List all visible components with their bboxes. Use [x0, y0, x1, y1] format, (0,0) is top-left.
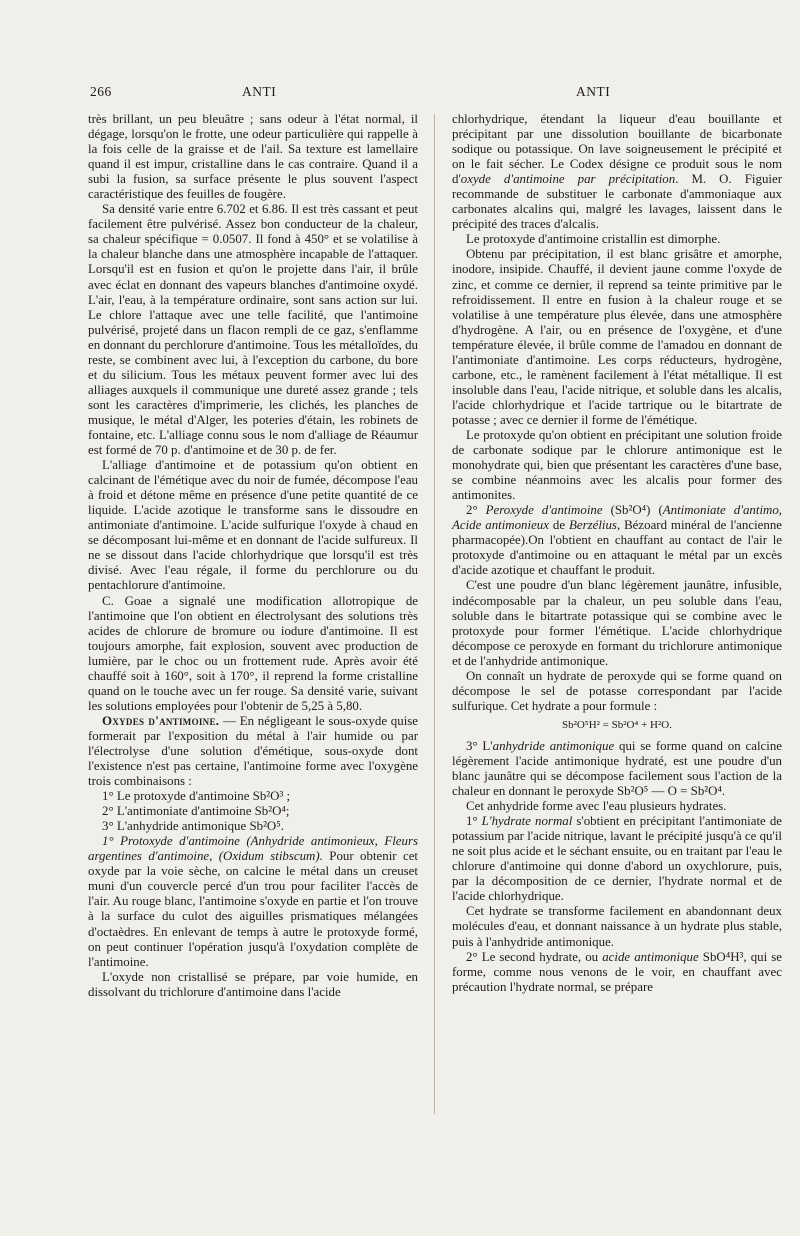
- italic-run: Peroxyde d'antimoine: [485, 503, 603, 518]
- paragraph: [452, 112, 782, 232]
- paragraph-acide: [452, 950, 782, 995]
- text-run: . M. O. Figuier recommande de substituer le carbonate d'ammoniaque aux carbonates alcalins qui, malgré les lavages, laissent dans le précipité des traces d'alcalis.: [452, 172, 782, 232]
- text-run: s'obtient en précipitant l'antimoniate de potassium par l'acide nitrique, lavant le précipité jusqu'à ce qu'il ne soit plus acide et le séchant ensuite, ou en traitant par l'eau le chlorure d'antimoine qui donne d'abord un oxychlorure, puis, par la décomposition de ce dernier, l'hydrate normal et de l'acide chlorhydrique.: [452, 814, 782, 904]
- paragraph: C. Goae a signalé une modification allotropique de l'antimoine que l'on obtient en électrolysant des solutions très acides de chlorure de bromure ou iodure d'antimoine. Il est toujours amorphe, fait explosion, souvent avec production de lumière, par le choc ou un frottement rude. Après avoir été chauffé soit à 160°, soit à 170°, il reprend la forme cristalline quand on le touche avec un fer rouge. Sa densité varie, suivant les solutions employées pour l'obtenir de 5,25 à 5,80.: [88, 593, 418, 713]
- text-run: 2° Le second hydrate, ou: [466, 949, 603, 964]
- italic-run: L'hydrate normal: [481, 814, 573, 829]
- italic-run: anhydride antimonique: [492, 738, 615, 753]
- italic-run: oxyde d'antimoine par précipitation: [460, 172, 676, 187]
- left-column: [88, 112, 418, 1000]
- text-run: qui se forme quand on calcine légèrement l'acide antimonique hydraté, est une poudre d'un blanc jaunâtre qui se décompose facilement sous l'action de la chaleur en donnant le peroxyde Sb²O⁵ — O = Sb²O⁴.: [452, 738, 782, 799]
- running-head-right: ANTI: [576, 84, 611, 99]
- paragraph: Le protoxyde d'antimoine cristallin est dimorphe.: [466, 232, 721, 247]
- paragraph-text: — En négligeant le sous-oxyde quise formerait par l'exposition du métal à l'air humide ou par l'électrolyse d'une solution d'émétique, sous-oxyde dont l'existence n'est pas certaine, l'antimoine forme avec l'oxygène trois combinaisons :: [88, 713, 419, 789]
- paragraph: L'alliage d'antimoine et de potassium qu'on obtient en calcinant de l'émétique avec du noir de fumée, décompose l'eau à froid et détone même en présence d'une petite quantité de ce liquide. L'acide azotique le transforme sans le dissoudre en antimoniate d'antimoine. L'acide sulfurique l'oxyde à chaud en se décomposant lui-même et en donnant de l'acide sulfureux. Il ne se dissout dans l'acide chlorhydrique que lorsqu'il est très divisé. Avec l'eau régale, il forme du perchlorure ou du pentachlorure d'antimoine.: [88, 458, 418, 593]
- list-item: 2° L'antimoniate d'antimoine Sb²O⁴;: [102, 804, 290, 819]
- paragraph: On connaît un hydrate de peroxyde qui se forme quand on décompose le sel de potasse correspondant par l'acide sulfurique. Cet hydrate a pour formule :: [452, 668, 782, 713]
- italic-run: acide antimonique: [602, 949, 699, 964]
- section-heading: Oxydes d'antimoine.: [102, 713, 220, 728]
- paragraph-oxydes: [88, 714, 418, 789]
- paragraph: Cet hydrate se transforme facilement en abandonnant deux molécules d'eau, et donnant naissance à un hydrate plus stable, puis à l'anhydride antimonique.: [452, 904, 782, 949]
- list-item: 3° L'anhydride antimonique Sb²O⁵.: [102, 819, 284, 834]
- page-number: 266: [90, 84, 112, 99]
- text-run: de: [548, 518, 569, 533]
- text-run: 3° L': [466, 738, 493, 753]
- right-column: [452, 112, 782, 995]
- paragraph: L'oxyde non cristallisé se prépare, par voie humide, en dissolvant du trichlorure d'antimoine dans l'acide: [88, 969, 418, 999]
- italic-run: Berzélius: [568, 518, 617, 533]
- paragraph: Le protoxyde qu'on obtient en précipitant une solution froide de carbonate sodique par le chlorure antimonique est le monohydrate qui, bien que présentant les caractères d'une base, se combine néanmoins avec les alcalis pour former des antimonites.: [452, 427, 782, 503]
- paragraph: Cet anhydride forme avec l'eau plusieurs hydrates.: [466, 799, 727, 814]
- text-run: 2°: [466, 503, 486, 518]
- text-run: , Bézoard minéral de l'ancienne pharmacopée).On l'obtient en chauffant au contact de l'air le protoxyde d'antimoine ou en attaquant le métal par un excès d'acide azotique et chauffant le produit.: [452, 518, 782, 578]
- text-run: 1°: [466, 814, 482, 829]
- paragraph-peroxyde: [452, 503, 782, 578]
- text-run: (Sb²O⁴) (: [602, 503, 663, 518]
- paragraph-protoxyde: [88, 834, 418, 969]
- paragraph: très brillant, un peu bleuâtre ; sans odeur à l'état normal, il dégage, lorsqu'on le frotte, une odeur particulière qui rappelle à la fois celle de la graisse et de l'ail. Sa texture est lamellaire quand il est impur, cristalline dans le cas contraire. Quand il a subi la fusion, sa surface présente le plus souvent l'aspect caractéristique des feuilles de fougère.: [88, 112, 418, 202]
- column-divider: [434, 114, 435, 1114]
- text-run: chlorhydrique, étendant la liqueur d'eau bouillante et précipitant par une dissolution bouillante de bicarbonate sodique ou potassique. On lave soigneusement le précipité et on le fait sécher. Le Codex désigne ce produit sous le nom d': [452, 112, 782, 187]
- paragraph-anhydride: [452, 739, 782, 799]
- page-header: [90, 84, 716, 108]
- italic-heading: 1° Protoxyde d'antimoine (Anhydride antimonieux, Fleurs argentines d'antimoine, (Oxidum stibscum).: [88, 834, 418, 864]
- paragraph: Sa densité varie entre 6.702 et 6.86. Il est très cassant et peut facilement être pulvérisé. Assez bon conducteur de la chaleur, sa chaleur spécifique = 0.0507. Il fond à 450° et se volatilise à la chaleur blanche dans une atmosphère incapable de l'attaquer. Lorsqu'il est en fusion et qu'on le projette dans l'air, il brûle avec éclat en donnant des vapeurs blanches d'antimoine oxydé. L'air, l'eau, à la température ordinaire, sont sans action sur lui. Le chlore l'attaque avec une telle facilité, que l'antimoine pulvérisé, projeté dans un flacon rempli de ce gaz, s'enflamme en donnant du perchlorure d'antimoine. Tous les métalloïdes, du reste, se combinent avec lui, à l'exception du carbone, du bore et du silicium. Tous les métaux peuvent former avec lui des alliages auxquels il communique une dureté assez grande ; tels sont les caractères d'imprimerie, les clichés, les planches de musique, le métal d'Alger, les poteries d'étain, les robinets de fontaine, etc. L'alliage connu sous le nom d'alliage de Réaumur est formé de 70 p. d'antimoine et de 30 p. de fer.: [88, 202, 418, 458]
- text-run: SbO⁴H³, qui se forme, comme nous venons de le voir, en chauffant avec précaution l'hydrate normal, se prépare: [452, 949, 783, 994]
- paragraph-text: Pour obtenir cet oxyde par la voie sèche, on calcine le métal dans un creuset muni d'un couvercle percé d'un trou pour faciliter l'accès de l'air. Au rouge blanc, l'antimoine s'oxyde en partie et l'on trouve à la surface du culot des aiguilles prismatiques mélangées d'octaèdres. En enlevant de temps à autre le protoxyde formé, on peut continuer l'opération jusqu'à l'oxydation complète de l'antimoine.: [88, 849, 419, 969]
- paragraph-hydrate: [452, 814, 782, 904]
- paragraph: Obtenu par précipitation, il est blanc grisâtre et amorphe, inodore, insipide. Chauffé, il devient jaune comme l'oxyde de zinc, et comme ce dernier, il reprend sa teinte primitive par le refroidissement. Il entre en fusion à la chaleur rouge et se volatilise à une température plus élevée, dans une atmosphère d'hydrogène. A l'air, ou en présence de l'oxygène, et d'une température élevée, il brûle comme de l'amadou en donnant de l'antimoniate d'antimoine. Les corps réducteurs, hydrogène, carbone, etc., le ramènent facilement à l'état métallique. Il est insoluble dans l'eau, l'acide nitrique, et soluble dans les alcalis, l'acide chlorhydrique et l'acide tartrique ou le bitartrate de potasse ; avec ce dernier il forme de l'émétique.: [452, 247, 782, 427]
- chemical-formula: Sb²O⁵H² = Sb²O⁴ + H²O.: [562, 718, 672, 731]
- running-head-left: ANTI: [242, 84, 277, 99]
- paragraph: C'est une poudre d'un blanc légèrement jaunâtre, infusible, indécomposable par la chaleur, un peu soluble dans l'eau, soluble dans le bitartrate potassique qui se combine avec le protoxyde pour former l'émétique. L'acide chlorhydrique décompose ce peroxyde en formant du trichlorure antimonique et de l'anhydride antimonique.: [452, 578, 782, 668]
- italic-run: Antimoniate d'antimo, Acide antimonieux: [452, 503, 783, 533]
- list-item: 1° Le protoxyde d'antimoine Sb²O³ ;: [102, 789, 291, 804]
